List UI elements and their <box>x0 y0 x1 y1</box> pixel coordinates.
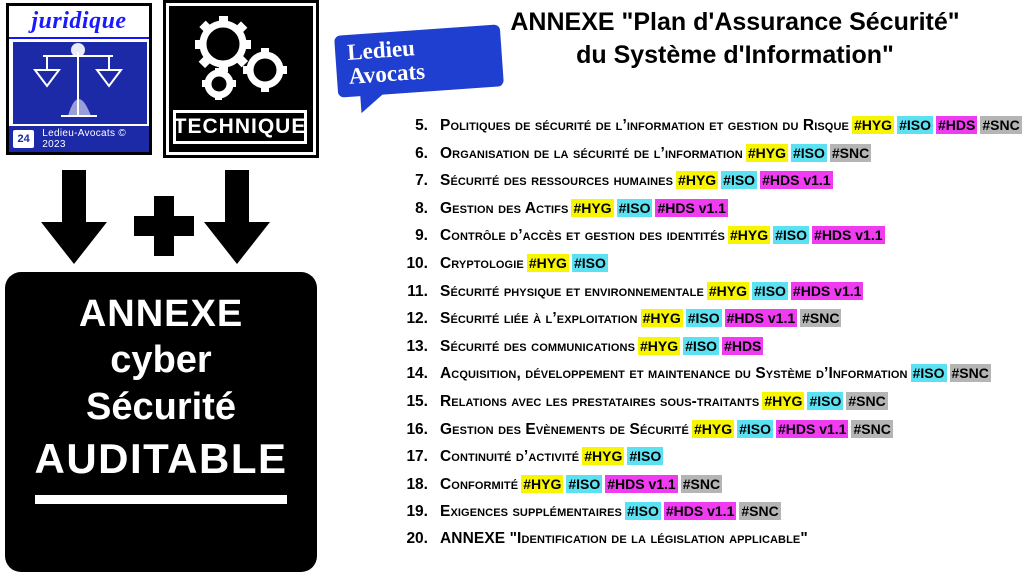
tag-badge: #ISO <box>792 144 825 161</box>
tag-badge: #SNC <box>853 420 891 437</box>
list-item-label: Politiques de sécurité de l’information et gestion du Risque <box>440 117 849 134</box>
list-item-body <box>440 337 763 356</box>
tag-badge: #HDS v1.1 <box>762 172 831 189</box>
list-item <box>394 475 1024 494</box>
list-item <box>394 420 1024 439</box>
tag-badge: #HDS <box>724 337 762 354</box>
list-item-label: Sécurité des ressources humaines <box>440 172 674 190</box>
list-item <box>394 337 1024 356</box>
annexe-chapter-list <box>394 116 1024 557</box>
tag-badge: #HDS v1.1 <box>777 420 847 437</box>
list-item-number: 7. <box>415 172 428 190</box>
juridique-footer <box>9 126 149 152</box>
copyright-credit: Ledieu-Avocats © 2023 <box>42 128 126 150</box>
tag-badge: #HYG <box>640 337 679 354</box>
list-item-body <box>440 116 1022 135</box>
list-item <box>394 530 1024 548</box>
list-item-number: 18. <box>406 475 428 493</box>
tag-badge: #ISO <box>685 337 718 354</box>
bubble-tail <box>360 91 387 113</box>
tag-badge: #SNC <box>848 392 886 409</box>
tag-badge: #SNC <box>982 117 1020 133</box>
list-item <box>394 254 1024 273</box>
list-item-body <box>440 226 885 245</box>
tag-badge: #HYG <box>853 117 893 133</box>
list-item <box>394 226 1024 245</box>
list-item <box>394 364 1024 383</box>
list-item-number: 9. <box>415 227 428 245</box>
tag-badge: #HDS v1.1 <box>726 310 796 327</box>
tag-badge: #SNC <box>831 144 870 161</box>
tag-badge: #HDS v1.1 <box>814 227 883 244</box>
list-item-number: 10. <box>406 254 428 272</box>
list-item-label: Sécurité des communications <box>440 337 636 355</box>
tag-badge: #SNC <box>741 503 779 520</box>
tag-badge: #SNC <box>951 365 989 382</box>
tag-badge: #ISO <box>618 199 651 216</box>
page-title-line-2: du Système d'Information" <box>576 40 894 69</box>
list-item-number: 13. <box>406 337 428 355</box>
tag-badge: #ISO <box>912 365 945 382</box>
annexe-line-3: Sécurité <box>86 385 236 428</box>
tag-badge: #ISO <box>626 503 659 520</box>
tag-badge: #HYG <box>523 475 562 492</box>
bubble-line-1: Ledieu <box>346 35 416 65</box>
technique-badge <box>166 3 316 155</box>
list-item-body <box>440 502 781 521</box>
list-item-number: 17. <box>406 448 428 466</box>
slide-number: 24 <box>13 130 34 148</box>
tag-badge: #HYG <box>693 420 733 437</box>
list-item-label: Exigences supplémentaires <box>440 503 622 521</box>
list-item <box>394 282 1024 301</box>
list-item-number: 20. <box>406 529 428 547</box>
list-item-label: Sécurité liée à l’exploitation <box>440 310 638 328</box>
list-item-number: 15. <box>406 392 428 410</box>
list-item-number: 19. <box>406 503 428 521</box>
list-item-body <box>440 475 722 494</box>
list-item <box>394 199 1024 218</box>
tag-badge: #HDS <box>937 117 976 133</box>
list-item-label: Acquisition, développement et maintenance du Système d’Information <box>440 365 908 383</box>
left-graphics-column <box>0 0 322 576</box>
tag-badge: #SNC <box>802 310 840 327</box>
list-item-label: Relations avec les prestataires sous-traitants <box>440 392 760 410</box>
juridique-title-bar <box>9 6 149 39</box>
list-item-body <box>440 364 991 383</box>
list-item-label: Gestion des Evènements de Sécurité <box>440 420 689 438</box>
list-item-number: 8. <box>415 199 428 217</box>
down-arrow-left-icon <box>37 170 111 266</box>
tag-badge: #ISO <box>899 117 931 133</box>
tag-badge: #ISO <box>723 172 756 189</box>
tag-badge: #HDS v1.1 <box>792 282 862 299</box>
right-content-column <box>322 0 1024 576</box>
tag-badge: #ISO <box>809 392 842 409</box>
list-item-body <box>440 530 808 548</box>
list-item-body <box>440 447 663 466</box>
tag-badge: #ISO <box>568 475 601 492</box>
list-item-label: Sécurité physique et environnementale <box>440 282 704 300</box>
tag-badge: #HYG <box>747 144 786 161</box>
list-item-label: Continuité d’activité <box>440 448 580 466</box>
list-item-label: ANNEXE "Identification de la législation applicable" <box>440 529 808 547</box>
tag-badge: #HYG <box>573 199 612 216</box>
tag-badge: #HYG <box>730 227 769 244</box>
annexe-underline <box>35 495 287 504</box>
page-title <box>452 6 1018 71</box>
list-item <box>394 116 1024 135</box>
annexe-summary-block <box>5 272 317 572</box>
tag-badge: #ISO <box>775 227 808 244</box>
tag-badge: #HYG <box>678 172 717 189</box>
tag-badge: #ISO <box>629 448 662 465</box>
juridique-badge <box>6 3 152 155</box>
list-item-label: Gestion des Actifs <box>440 199 569 217</box>
list-item-body <box>440 282 863 301</box>
list-item <box>394 447 1024 466</box>
list-item-number: 16. <box>406 420 428 438</box>
list-item-number: 6. <box>415 144 428 162</box>
gears-image <box>183 14 301 106</box>
list-item-body <box>440 199 728 218</box>
list-item <box>394 392 1024 411</box>
tag-badge: #HYG <box>584 448 623 465</box>
justice-scales-icon <box>13 42 147 124</box>
annexe-line-4: AUDITABLE <box>34 434 288 482</box>
tag-badge: #ISO <box>687 310 720 327</box>
justice-scales-image <box>13 42 147 124</box>
juridique-title-text: juridique <box>31 8 127 34</box>
tag-badge: #HYG <box>764 392 803 409</box>
list-item-label: Contrôle d’accès et gestion des identités <box>440 227 725 245</box>
tag-badge: #ISO <box>573 254 606 271</box>
list-item-body <box>440 254 608 273</box>
list-item <box>394 144 1024 163</box>
tag-badge: #SNC <box>682 475 721 492</box>
gears-icon <box>183 14 301 106</box>
tag-badge: #ISO <box>754 282 786 299</box>
list-item-label: Conformité <box>440 475 519 493</box>
tag-badge: #HYG <box>642 310 681 327</box>
list-item-number: 12. <box>406 310 428 328</box>
list-item-body <box>440 309 841 328</box>
annexe-line-2: cyber <box>110 339 212 382</box>
annexe-line-1: ANNEXE <box>78 293 244 335</box>
list-item-number: 14. <box>406 365 428 383</box>
list-item-number: 5. <box>415 117 428 134</box>
list-item-label: Cryptologie <box>440 254 524 272</box>
list-item-label: Organisation de la sécurité de l’information <box>440 144 743 162</box>
list-item-body <box>440 171 833 190</box>
plus-bar-vertical <box>154 196 174 256</box>
list-item-body <box>440 420 893 439</box>
list-item <box>394 502 1024 521</box>
down-arrow-right-icon <box>200 170 274 266</box>
tag-badge: #HDS v1.1 <box>665 503 735 520</box>
technique-label <box>173 110 307 144</box>
tag-badge: #HYG <box>708 282 748 299</box>
bubble-line-2: Avocats <box>348 59 426 90</box>
tag-badge: #ISO <box>739 420 771 437</box>
plus-sign-icon <box>134 196 194 256</box>
technique-label-text: TECHNIQUE <box>173 115 307 138</box>
list-item <box>394 171 1024 190</box>
list-item <box>394 309 1024 328</box>
tag-badge: #HDS v1.1 <box>607 475 676 492</box>
list-item-body <box>440 144 871 163</box>
tag-badge: #HDS v1.1 <box>657 199 726 216</box>
page-title-line-1: ANNEXE "Plan d'Assurance Sécurité" <box>510 8 960 36</box>
list-item-number: 11. <box>407 282 428 300</box>
tag-badge: #HYG <box>528 254 567 271</box>
list-item-body <box>440 392 888 411</box>
